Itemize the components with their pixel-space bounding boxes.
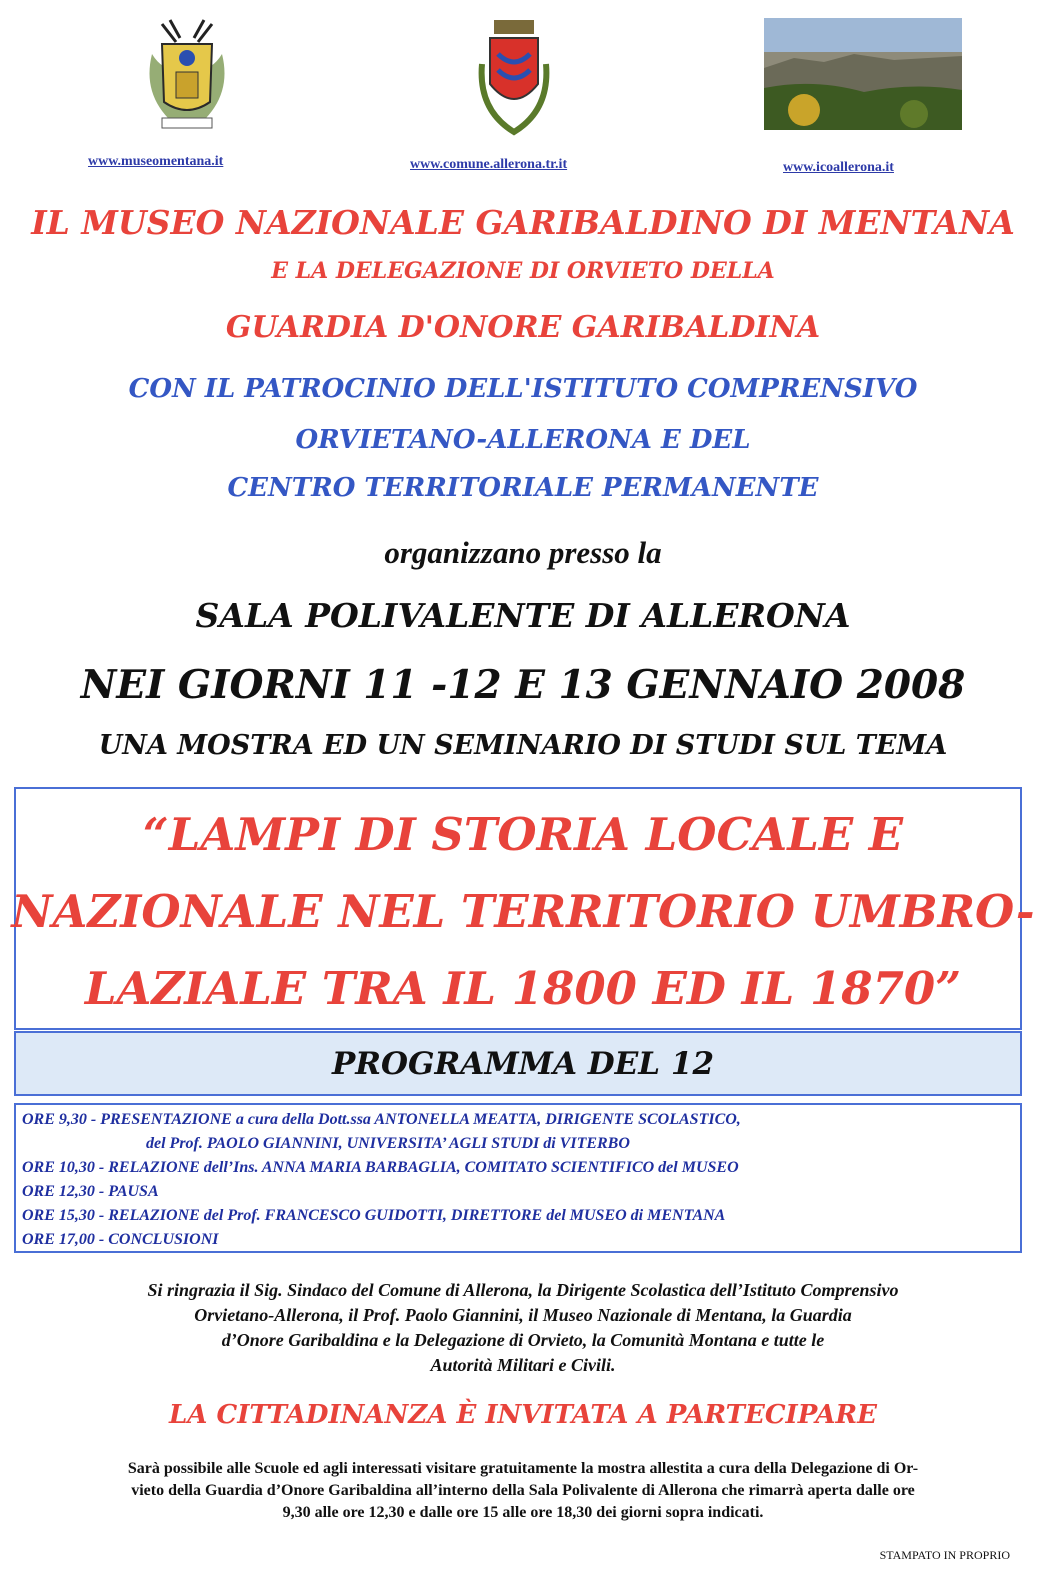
schedule-row: ORE 9,30 - PRESENTAZIONE a cura della Dott.ssa ANTONELLA MEATTA, DIRIGENTE SCOLASTICO,: [22, 1111, 741, 1128]
organize-text: organizzano presso la: [384, 535, 662, 570]
schedule-row: ORE 10,30 - RELAZIONE dell’Ins. ANNA MARIA BARBAGLIA, COMITATO SCIENTIFICO del MUSEO: [22, 1159, 739, 1176]
program-heading: PROGRAMMA DEL 12: [331, 1046, 715, 1082]
organizer-line: IL MUSEO NAZIONALE GARIBALDINO DI MENTANA: [31, 203, 1015, 242]
venue-line: SALA POLIVALENTE DI ALLERONA: [195, 596, 851, 635]
print-stamp: STAMPATO IN PROPRIO: [879, 1548, 1010, 1562]
dates-line: NEI GIORNI 11 -12 E 13 GENNAIO 2008: [80, 662, 966, 708]
delegation-line: E LA DELEGAZIONE DI ORVIETO DELLA: [271, 258, 775, 284]
comune-crest-icon: [474, 14, 554, 136]
patronage-line: CON IL PATROCINIO DELL'ISTITUTO COMPRENSIVO: [128, 374, 918, 404]
thanks-line: d’Onore Garibaldina e la Delegazione di Orvieto, la Comunità Montana e tutte le: [221, 1330, 825, 1350]
allerona-landscape-photo: [764, 18, 962, 130]
thanks-line: Si ringrazia il Sig. Sindaco del Comune di Allerona, la Dirigente Scolastica dell’Istituto Comprensivo: [147, 1280, 899, 1300]
museum-emblem-icon: [132, 14, 242, 136]
notice-line: vieto della Guardia d’Onore Garibaldina all’interno della Sala Polivalente di Allerona che rimarrà aperta dalle ore: [131, 1482, 915, 1499]
schedule-row: del Prof. PAOLO GIANNINI, UNIVERSITA’ AGLI STUDI di VITERBO: [146, 1135, 630, 1152]
invite-line: LA CITTADINANZA È INVITATA A PARTECIPARE: [169, 1400, 877, 1430]
notice-line: 9,30 alle ore 12,30 e dalle ore 15 alle ore 18,30 dei giorni sopra indicati.: [282, 1504, 764, 1521]
title-line-1: “LAMPI DI STORIA LOCALE E: [142, 808, 904, 861]
museum-website-link[interactable]: www.museomentana.it: [88, 154, 224, 169]
thanks-line: Orvietano-Allerona, il Prof. Paolo Giannini, il Museo Nazionale di Mentana, la Guardia: [194, 1305, 852, 1325]
school-website-link[interactable]: www.icoallerona.it: [783, 160, 894, 175]
patronage-line-2: ORVIETANO-ALLERONA E DEL: [295, 425, 751, 455]
comune-website-link[interactable]: www.comune.allerona.tr.it: [410, 157, 568, 172]
title-line-3: LAZIALE TRA IL 1800 ED IL 1870”: [84, 962, 962, 1015]
patronage-line-3: CENTRO TERRITORIALE PERMANENTE: [227, 473, 819, 503]
schedule-row: ORE 12,30 - PAUSA: [22, 1183, 159, 1200]
schedule-row: ORE 17,00 - CONCLUSIONI: [22, 1231, 219, 1248]
guard-line: GUARDIA D'ONORE GARIBALDINA: [225, 310, 821, 345]
schedule-row: ORE 15,30 - RELAZIONE del Prof. FRANCESCO GUIDOTTI, DIRETTORE del MUSEO di MENTANA: [22, 1207, 726, 1224]
notice-line: Sarà possibile alle Scuole ed agli interessati visitare gratuitamente la mostra allestita a cura della Delegazione di Or-: [127, 1460, 919, 1477]
thanks-line: Autorità Militari e Civili.: [430, 1355, 616, 1375]
title-line-2: NAZIONALE NEL TERRITORIO UMBRO-: [11, 885, 1035, 938]
theme-intro-line: UNA MOSTRA ED UN SEMINARIO DI STUDI SUL TEMA: [98, 730, 948, 761]
